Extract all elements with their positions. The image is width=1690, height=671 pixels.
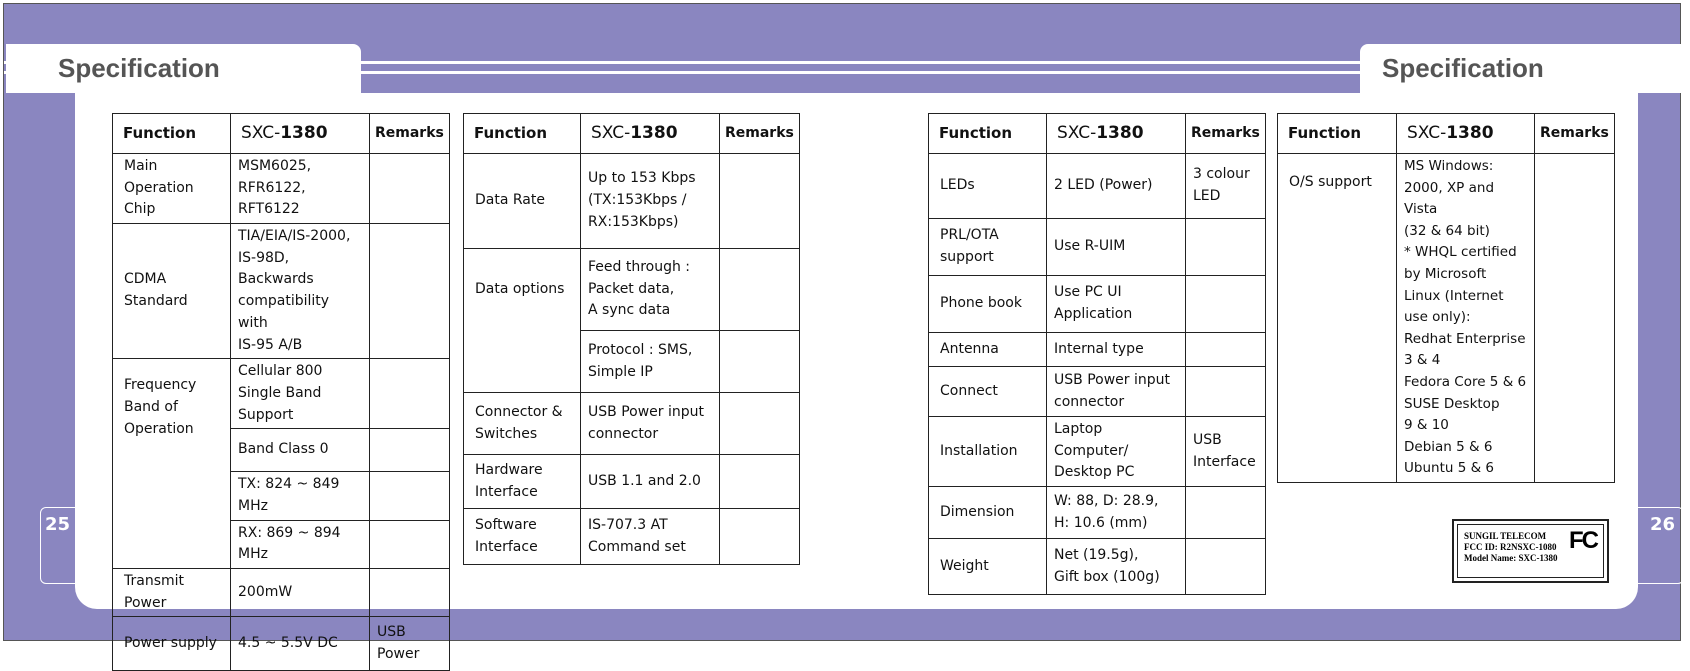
row-remarks [1186,487,1266,539]
row-remarks [1535,154,1615,483]
header-remarks: Remarks [720,114,800,154]
row-remarks [720,331,800,393]
row-remarks: 3 colour LED [1186,154,1266,219]
header-model [231,114,370,154]
row-remarks [1186,219,1266,276]
model-prefix: SXC- [241,123,281,144]
row-value: USB Power input connector [581,393,720,455]
row-value: Laptop Computer/ Desktop PC [1047,417,1186,487]
row-remarks [1186,539,1266,595]
header-remarks: Remarks [1535,114,1615,154]
row-value: IS-707.3 AT Command set [581,509,720,565]
row-remarks [720,393,800,455]
row-function: Installation [929,417,1047,487]
model-number: 1380 [1096,123,1144,144]
table-row [464,393,800,455]
fcc-label [1452,519,1609,583]
fcc-label-inner [1457,524,1604,578]
fcc-logo-icon: FC [1569,527,1597,554]
row-remarks [1186,276,1266,333]
fcc-line-model: Model Name: SXC-1380 [1464,553,1558,563]
spec-table-2 [463,113,800,565]
table-row [1278,154,1615,483]
table-row [929,539,1266,595]
table-row [464,249,800,331]
row-remarks [370,472,450,520]
header-remarks: Remarks [1186,114,1266,154]
table-row [464,509,800,565]
spec-table-1 [112,113,450,671]
page-number-left: 25 [45,514,71,535]
header-function: Function [113,114,231,154]
table-header-row [464,114,800,154]
table-row [113,359,450,429]
row-remarks [720,249,800,331]
model-number: 1380 [1446,123,1494,144]
row-value: RX: 869 ~ 894 MHz [231,520,370,568]
spec-table-4 [1277,113,1615,483]
row-value: Net (19.5g), Gift box (100g) [1047,539,1186,595]
table-row [929,367,1266,417]
model-prefix: SXC- [591,123,631,144]
table-row [113,617,450,671]
header-function: Function [1278,114,1397,154]
header-function: Function [464,114,581,154]
table-header-row [929,114,1266,154]
row-value: USB Power input connector [1047,367,1186,417]
row-remarks [720,509,800,565]
header-model [581,114,720,154]
row-function: PRL/OTA support [929,219,1047,276]
row-value: 4.5 ~ 5.5V DC [231,617,370,671]
header-model [1397,114,1535,154]
model-prefix: SXC- [1057,123,1097,144]
row-function: Phone book [929,276,1047,333]
row-function: Frequency Band of Operation [113,359,231,569]
row-remarks: USB Interface [1186,417,1266,487]
model-number: 1380 [280,123,328,144]
header-model [1047,114,1186,154]
row-value: MS Windows: 2000, XP and Vista (32 & 64 bit) * WHQL certified by Microsoft Linux (Internet use only): Redhat Enterprise 3 & 4 Fedora Core 5 & 6 SUSE Desktop 9 & 10 Debian 5 & 6 Ubuntu 5 & 6 [1397,154,1535,483]
row-function: CDMA Standard [113,224,231,359]
row-remarks: USB Power [370,617,450,671]
row-value: Use R-UIM [1047,219,1186,276]
row-remarks [370,569,450,617]
row-remarks [370,224,450,359]
row-value: Up to 153 Kbps (TX:153Kbps / RX:153Kbps) [581,154,720,249]
header-function: Function [929,114,1047,154]
row-remarks [1186,333,1266,367]
row-function: Data options [464,249,581,393]
table-row [113,154,450,224]
row-value: 2 LED (Power) [1047,154,1186,219]
table-row [464,154,800,249]
fcc-line-company: SUNGIL TELECOM [1464,531,1547,541]
table-row [464,455,800,509]
table-row [113,224,450,359]
row-remarks [370,359,450,429]
row-function: LEDs [929,154,1047,219]
row-value: Feed through : Packet data, A sync data [581,249,720,331]
table-header-row [113,114,450,154]
table-row [929,219,1266,276]
fcc-line-id: FCC ID: R2NSXC-1080 [1464,542,1557,552]
table-row [113,569,450,617]
model-number: 1380 [630,123,678,144]
table-row [929,487,1266,539]
row-function: Transmit Power [113,569,231,617]
row-function: O/S support [1278,154,1397,483]
table-row [929,276,1266,333]
page-title-right: Specification [1360,44,1690,93]
row-value: Use PC UI Application [1047,276,1186,333]
row-function: Connect [929,367,1047,417]
row-value: Protocol : SMS, Simple IP [581,331,720,393]
row-function: Weight [929,539,1047,595]
row-value: Internal type [1047,333,1186,367]
row-remarks [720,154,800,249]
header-remarks: Remarks [370,114,450,154]
row-value: TIA/EIA/IS-2000, IS-98D, Backwards compatibility with IS-95 A/B [231,224,370,359]
row-value: MSM6025, RFR6122, RFT6122 [231,154,370,224]
table-row [929,417,1266,487]
row-remarks [370,154,450,224]
model-prefix: SXC- [1407,123,1447,144]
table-header-row [1278,114,1615,154]
row-function: Connector & Switches [464,393,581,455]
row-function: Hardware Interface [464,455,581,509]
table-row [929,333,1266,367]
page-spread [3,3,1681,662]
row-function: Main Operation Chip [113,154,231,224]
row-remarks [370,520,450,568]
row-function: Data Rate [464,154,581,249]
row-value: 200mW [231,569,370,617]
row-function: Dimension [929,487,1047,539]
page-number-right: 26 [1649,514,1675,535]
row-value: TX: 824 ~ 849 MHz [231,472,370,520]
page-title-left: Specification [6,44,361,93]
row-remarks [1186,367,1266,417]
row-remarks [370,429,450,472]
row-value: Band Class 0 [231,429,370,472]
spec-table-3 [928,113,1266,595]
row-function: Antenna [929,333,1047,367]
table-row [929,154,1266,219]
row-function: Software Interface [464,509,581,565]
row-remarks [720,455,800,509]
row-value: W: 88, D: 28.9, H: 10.6 (mm) [1047,487,1186,539]
row-value: USB 1.1 and 2.0 [581,455,720,509]
row-value: Cellular 800 Single Band Support [231,359,370,429]
row-function: Power supply [113,617,231,671]
